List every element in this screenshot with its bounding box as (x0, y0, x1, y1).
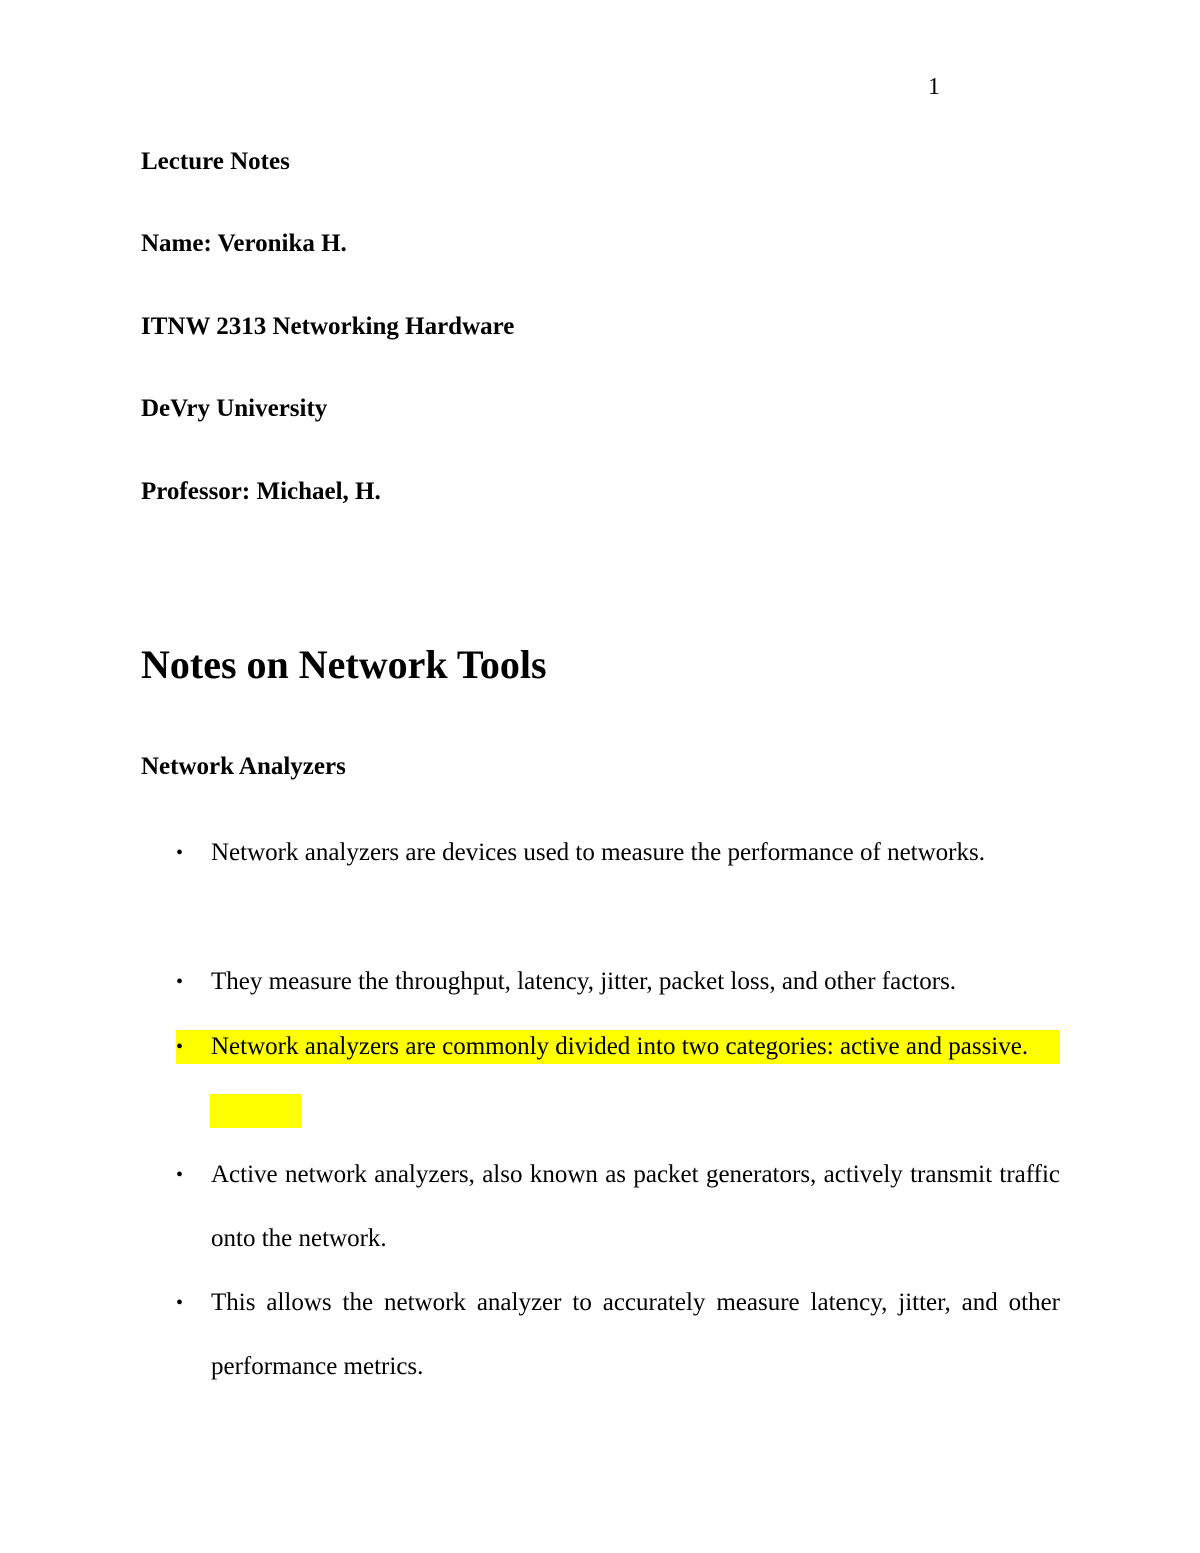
bullet-icon: • (176, 1164, 184, 1186)
bullet-icon: • (176, 1036, 184, 1058)
list-item (176, 1143, 1060, 1271)
header-course: ITNW 2313 Networking Hardware (141, 313, 515, 340)
bullet-text: Active network analyzers, also known as packet generators, actively transmit traffic onto the network. (211, 1161, 1060, 1252)
bullet-text: They measure the throughput, latency, jitter, packet loss, and other factors. (211, 968, 957, 995)
header-professor: Professor: Michael, H. (141, 478, 381, 505)
bullet-text: This allows the network analyzer to accurately measure latency, jitter, and other performance metrics. (211, 1289, 1060, 1380)
text-highlight (210, 1094, 301, 1128)
list-item (176, 821, 1060, 885)
bullet-text: Network analyzers are devices used to measure the performance of networks. (211, 839, 985, 866)
list-item-highlighted (176, 1015, 1060, 1079)
bullet-text: Network analyzers are commonly divided into two categories: active and passive. (211, 1033, 1029, 1060)
section-heading: Network Analyzers (141, 753, 346, 780)
list-item (176, 1271, 1060, 1399)
list-item (176, 950, 1060, 1014)
bullet-icon: • (176, 1292, 184, 1314)
header-student-name: Name: Veronika H. (141, 230, 347, 257)
document-title: Notes on Network Tools (141, 642, 547, 687)
bullet-icon: • (176, 971, 184, 993)
header-school: DeVry University (141, 395, 328, 422)
page-number: 1 (928, 74, 940, 100)
bullet-icon: • (176, 842, 184, 864)
header-title: Lecture Notes (141, 148, 290, 175)
